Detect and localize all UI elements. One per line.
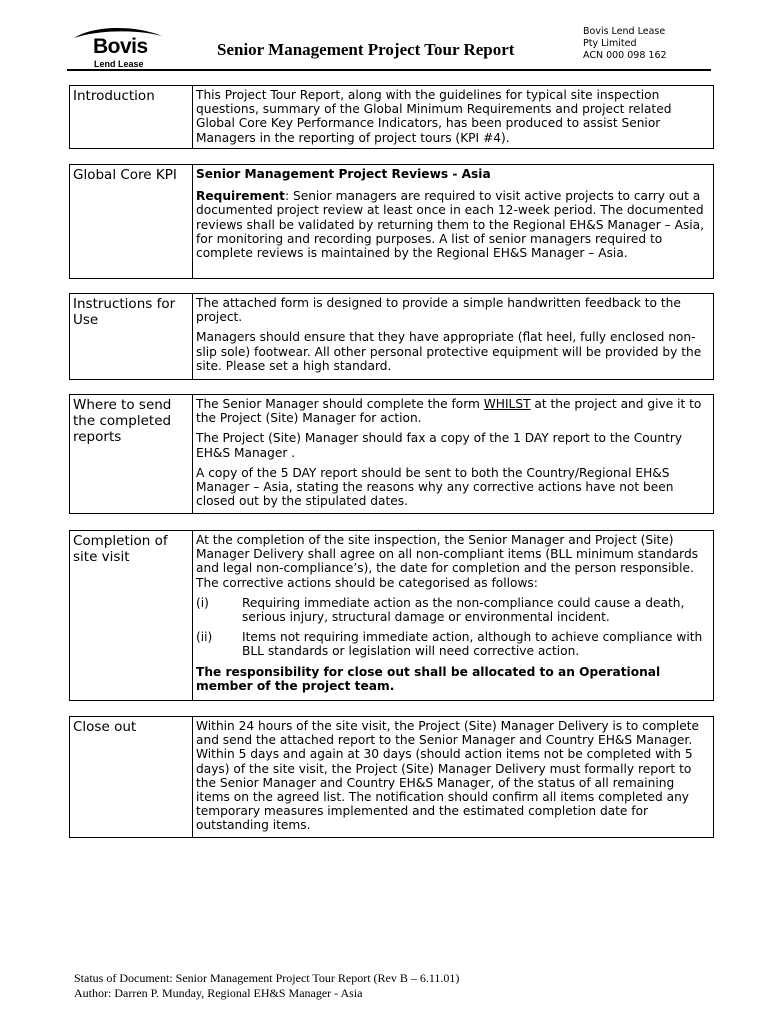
document-status: Status of Document: Senior Management Project Tour Report (Rev B – 6.11.01) xyxy=(74,971,460,985)
section-where-to-send xyxy=(69,394,714,514)
section-content xyxy=(193,395,713,513)
document-author: Author: Darren P. Munday, Regional EH&S Manager - Asia xyxy=(74,985,363,1000)
section-introduction xyxy=(69,85,714,149)
intro-text: This Project Tour Report, along with the guidelines for typical site inspection questions, summary of the Global Minimum Requirements and project related Global Core Key Performance Indicators, has been produced to assist Senior Managers in the reporting of project tours (KPI #4). xyxy=(196,88,672,145)
responsibility-note: The responsibility for close out shall be allocated to an Operational member of the project team. xyxy=(196,664,661,693)
section-content xyxy=(193,86,713,148)
section-instructions xyxy=(69,293,714,380)
section-label: Introduction xyxy=(70,86,193,148)
instructions-paragraph: Managers should ensure that they have appropriate (flat heel, fully enclosed non-slip sole) footwear. All other personal protective equipment will be provided by the site. Please set a high standard. xyxy=(196,330,702,373)
company-line: Bovis Lend Lease xyxy=(583,26,666,37)
close-out-text: Within 24 hours of the site visit, the Project (Site) Manager Delivery is to complete and send the attached report to the Senior Manager and Country EH&S Manager. Within 5 days and again at 30 days (should action items not be completed with 5 days) of the site visit, the Project (Site) Manager Delivery must formally report to the Senior Manager and Country EH&S Manager, of the status of all remaining items on the agreed list. The notification should confirm all items completed any temporary measures implemented and the estimated completion date for outstanding items. xyxy=(196,719,700,833)
document-title: Senior Management Project Tour Report xyxy=(217,40,515,59)
logo-name: Bovis xyxy=(93,35,148,58)
section-label: Instructions for Use xyxy=(70,294,193,379)
requirement-text: : Senior managers are required to visit active projects to carry out a documented project review at least once in each 12-week period. The documented reviews shall be validated by returning them to the Regional EH&S Manager – Asia, for monitoring and recording purposes. A list of senior managers required to complete reviews is maintained by the Regional EH&S Manager – Asia. xyxy=(196,189,705,261)
section-content xyxy=(193,165,713,278)
company-line: Pty Limited xyxy=(583,38,637,49)
section-close-out xyxy=(69,716,714,838)
company-logo xyxy=(72,24,164,70)
section-label: Where to send the completed reports xyxy=(70,395,193,513)
section-completion xyxy=(69,530,714,701)
company-line: ACN 000 098 162 xyxy=(583,50,667,61)
send-paragraph xyxy=(196,397,710,425)
kpi-requirement xyxy=(196,189,710,260)
send-paragraph: The Project (Site) Manager should fax a copy of the 1 DAY report to the Country EH&S Manager . xyxy=(196,431,683,460)
header-rule xyxy=(67,69,711,71)
section-label: Completion of site visit xyxy=(70,531,193,700)
logo-subtitle: Lend Lease xyxy=(94,59,144,69)
list-item xyxy=(196,630,710,658)
send-text: The Senior Manager should complete the form xyxy=(196,397,484,411)
send-paragraph: A copy of the 5 DAY report should be sent to both the Country/Regional EH&S Manager – Asia, stating the reasons why any corrective actions have not been closed out by the stipulated dates. xyxy=(196,465,674,509)
document-footer xyxy=(74,971,459,1000)
list-text: Items not requiring immediate action, although to achieve compliance with BLL standards or legislation will need corrective action. xyxy=(242,630,703,659)
completion-intro: At the completion of the site inspection, the Senior Manager and Project (Site) Manager Delivery shall agree on all non-compliant items (BLL minimum standards and legal non-compliance’s), the date for completion and the person responsible. The corrective actions should be categorised as follows: xyxy=(196,533,699,590)
instructions-paragraph: The attached form is designed to provide a simple handwritten feedback to the project. xyxy=(196,296,681,325)
whilst-emphasis: WHILST xyxy=(483,397,531,411)
company-info xyxy=(583,26,667,62)
section-content xyxy=(193,531,713,700)
requirement-label: Requirement xyxy=(196,189,285,204)
section-global-kpi xyxy=(69,164,714,279)
list-number: (ii) xyxy=(196,630,213,645)
section-content xyxy=(193,717,713,837)
list-number: (i) xyxy=(196,595,209,610)
list-text: Requiring immediate action as the non-compliance could cause a death, serious injury, structural damage or environmental incident. xyxy=(242,595,685,625)
section-label: Global Core KPI xyxy=(70,165,193,278)
section-content xyxy=(193,294,713,379)
kpi-heading: Senior Management Project Reviews - Asia xyxy=(196,167,491,181)
send-text: at the project and give it to the Project (Site) Manager for action. xyxy=(196,397,702,426)
section-label: Close out xyxy=(70,717,193,837)
list-item xyxy=(196,596,710,624)
